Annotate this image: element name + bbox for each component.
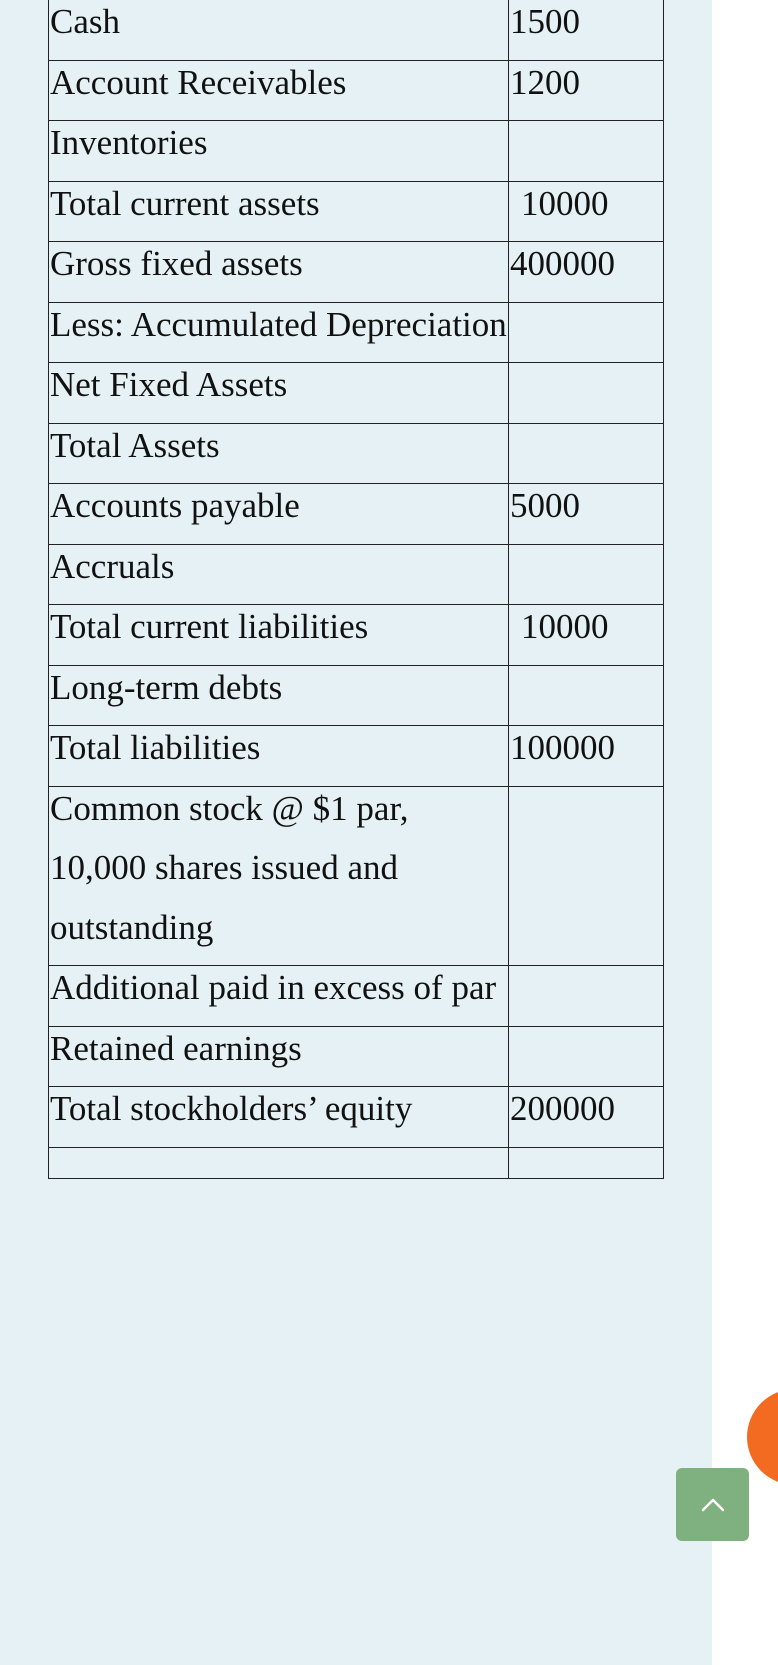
row-value <box>509 786 664 966</box>
table-row <box>49 423 664 484</box>
table-row <box>49 484 664 545</box>
row-label: Cash <box>49 0 509 60</box>
row-label: Net Fixed Assets <box>49 363 509 424</box>
table-row <box>49 363 664 424</box>
row-label: Total current assets <box>49 181 509 242</box>
row-label: Total stockholders’ equity <box>49 1087 509 1148</box>
row-value <box>509 121 664 182</box>
table-row <box>49 60 664 121</box>
row-value: 10000 <box>509 605 664 666</box>
row-value <box>509 1147 664 1178</box>
row-label: Accounts payable <box>49 484 509 545</box>
balance-sheet-table <box>48 0 664 1179</box>
row-label: Additional paid in excess of par <box>49 966 509 1027</box>
row-value <box>509 665 664 726</box>
row-value: 200000 <box>509 1087 664 1148</box>
row-value <box>509 363 664 424</box>
row-value <box>509 423 664 484</box>
row-label: Accruals <box>49 544 509 605</box>
row-label: Less: Accumulated Depreciation <box>49 302 509 363</box>
chevron-up-icon <box>700 1497 726 1513</box>
table-row <box>49 1026 664 1087</box>
table-row <box>49 665 664 726</box>
row-label: Retained earnings <box>49 1026 509 1087</box>
row-value: 400000 <box>509 242 664 303</box>
table-row <box>49 605 664 666</box>
floating-action-button[interactable] <box>747 1389 778 1485</box>
row-label: Gross fixed assets <box>49 242 509 303</box>
row-value <box>509 966 664 1027</box>
row-value: 10000 <box>509 181 664 242</box>
row-label: Common stock @ $1 par, 10,000 shares issued and outstanding <box>49 786 509 966</box>
row-label: Long-term debts <box>49 665 509 726</box>
table-row <box>49 966 664 1027</box>
scroll-to-top-button[interactable] <box>676 1468 749 1541</box>
table-row <box>49 0 664 60</box>
table-row <box>49 121 664 182</box>
row-label: Account Receivables <box>49 60 509 121</box>
table-row <box>49 181 664 242</box>
row-label: Total liabilities <box>49 726 509 787</box>
row-value: 5000 <box>509 484 664 545</box>
table-row <box>49 544 664 605</box>
row-value <box>509 1026 664 1087</box>
row-value <box>509 544 664 605</box>
table-row <box>49 242 664 303</box>
table-row <box>49 302 664 363</box>
table-row-cut-off <box>49 1147 664 1178</box>
table-row <box>49 1087 664 1148</box>
table-row <box>49 726 664 787</box>
row-value: 100000 <box>509 726 664 787</box>
row-value: 1500 <box>509 0 664 60</box>
table-row <box>49 786 664 966</box>
row-label: Inventories <box>49 121 509 182</box>
row-value <box>509 302 664 363</box>
row-value: 1200 <box>509 60 664 121</box>
row-label <box>49 1147 509 1178</box>
row-label: Total current liabilities <box>49 605 509 666</box>
row-label: Total Assets <box>49 423 509 484</box>
